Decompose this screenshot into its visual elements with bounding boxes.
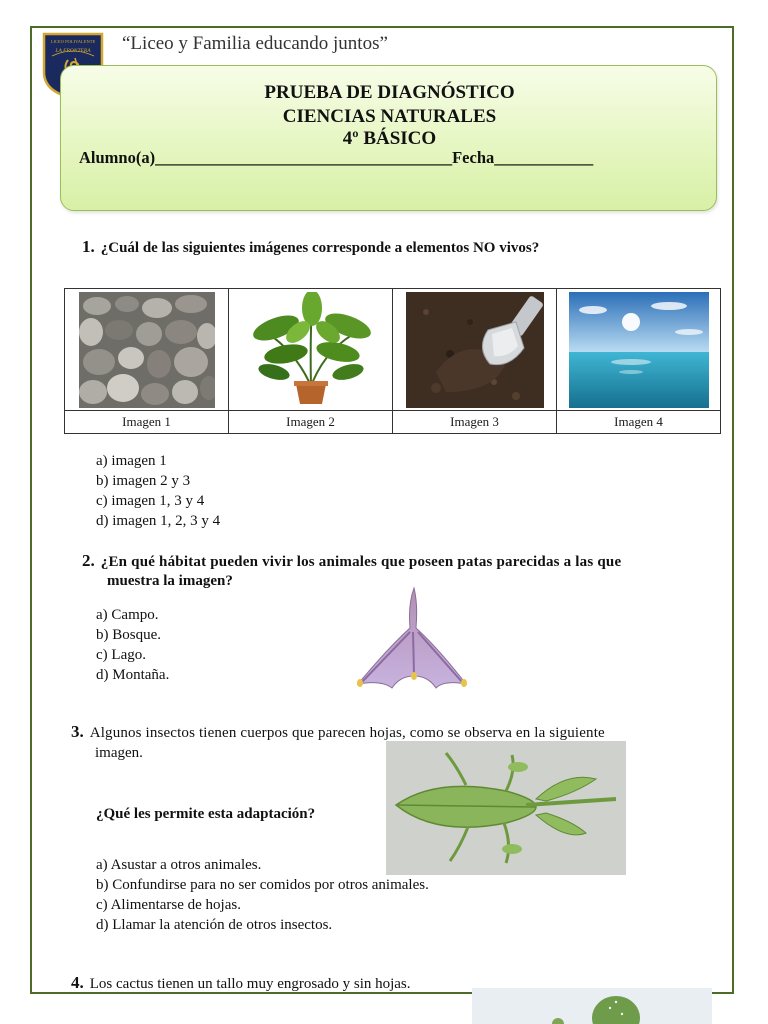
option-d[interactable]: d) Llamar la atención de otros insectos. — [96, 917, 333, 933]
question-2-text-line1: ¿En qué hábitat pueden vivir los animales que poseen patas parecidas a las que — [100, 554, 622, 570]
option-c[interactable]: c) Alimentarse de hojas. — [96, 897, 241, 913]
image-cell-3 — [393, 289, 557, 411]
option-a[interactable]: a) imagen 1 — [96, 453, 167, 469]
question-4-number: 4. — [71, 973, 84, 992]
option-c[interactable]: c) imagen 1, 3 y 4 — [96, 493, 205, 509]
image-cell-2 — [229, 289, 393, 411]
image-cell-1 — [65, 289, 229, 411]
sea-sky-icon — [569, 292, 709, 408]
student-name-date-line: Alumno(a)____________________________________Fecha____________ — [79, 148, 594, 167]
option-d[interactable]: d) Montaña. — [96, 667, 170, 683]
question-3-options — [96, 855, 429, 935]
option-c[interactable]: c) Lago. — [96, 647, 146, 663]
question-4 — [71, 973, 411, 994]
school-motto: “Liceo y Familia educando juntos” — [122, 33, 388, 54]
option-a[interactable]: a) Asustar a otros animales. — [96, 857, 262, 873]
question-1-image-table — [64, 288, 721, 434]
question-3-number: 3. — [71, 722, 84, 741]
question-3 — [71, 722, 715, 743]
question-2-options — [96, 605, 169, 685]
question-2 — [82, 551, 718, 572]
webbed-foot-icon — [348, 584, 474, 700]
image-cell-4 — [557, 289, 721, 411]
exam-header — [60, 65, 717, 211]
question-2-number: 2. — [82, 551, 95, 570]
option-b[interactable]: b) Confundirse para no ser comidos por otros animales. — [96, 877, 429, 893]
question-3-subquestion: ¿Qué les permite esta adaptación? — [96, 806, 316, 822]
logo-text-middle: LA FRONTERA — [55, 48, 91, 54]
question-1-number: 1. — [82, 237, 95, 256]
question-1-options — [96, 451, 220, 531]
option-d[interactable]: d) imagen 1, 2, 3 y 4 — [96, 513, 221, 529]
option-a[interactable]: a) Campo. — [96, 607, 159, 623]
soil-shovel-icon — [406, 292, 544, 408]
pebbles-icon — [79, 292, 215, 408]
logo-text-top: LICEO POLIVALENTE — [50, 39, 96, 44]
option-b[interactable]: b) imagen 2 y 3 — [96, 473, 191, 489]
option-b[interactable]: b) Bosque. — [96, 627, 161, 643]
cactus-icon — [472, 988, 712, 1024]
subject-title: CIENCIAS NATURALES — [282, 106, 497, 127]
question-2-text-line2: muestra la imagen? — [107, 573, 233, 589]
image-caption-3: Imagen 3 — [393, 411, 557, 434]
image-caption-1: Imagen 1 — [65, 411, 229, 434]
image-caption-4: Imagen 4 — [557, 411, 721, 434]
question-3-text-line2: imagen. — [95, 745, 143, 761]
question-1 — [82, 237, 722, 258]
exam-title: PRUEBA DE DIAGNÓSTICO — [264, 82, 515, 103]
grade-title: 4º BÁSICO — [342, 128, 437, 149]
question-1-text: ¿Cuál de las siguientes imágenes corresponde a elementos NO vivos? — [100, 240, 540, 256]
question-3-text-line1: Algunos insectos tienen cuerpos que parecen hojas, como se observa en la siguiente — [89, 725, 605, 741]
question-4-text: Los cactus tienen un tallo muy engrosado y sin hojas. — [89, 976, 411, 992]
potted-plant-icon — [236, 292, 386, 408]
image-caption-2: Imagen 2 — [229, 411, 393, 434]
